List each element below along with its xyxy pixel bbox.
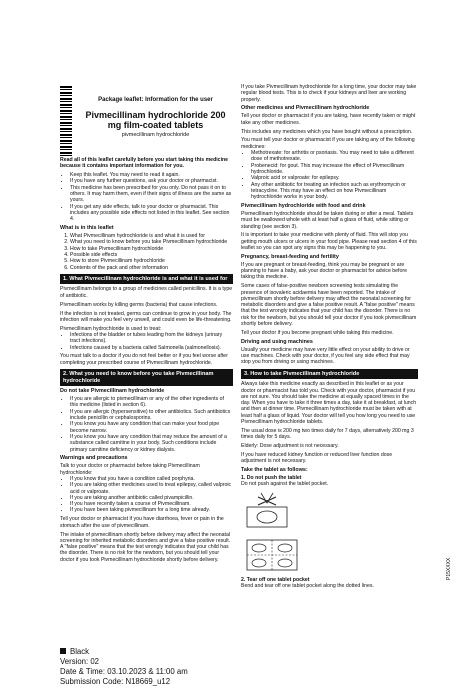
list-item: • Valproic acid or valproate: for epilepsy.: [251, 175, 418, 181]
list-item: • Infections of the bladder or tubes leading from the kidneys (urinary tract infections).: [70, 332, 233, 345]
version-label: Version: 02: [60, 657, 100, 666]
section-3-band: 3. How to take Pivmecillinam hydrochloride: [241, 369, 418, 380]
step-1-text: Do not push against the tablet pocket.: [241, 481, 329, 488]
paragraph: Pivmecillinam hydrochloride should be taken during or after a meal. Tablets must be swallowed whole with at least half a glass of fluid, while sitting or standing (see section 3).: [241, 210, 414, 230]
black-swatch: [60, 648, 66, 654]
leaflet-title: Package leaflet: Information for the user: [98, 97, 213, 103]
product-subtitle: pivmecillinam hydrochloride: [121, 132, 190, 138]
list-item: • Any other antibiotic for treating an infection such as erythromycin or tetracycline. This may have an effect on how Pivmecillinam hydrochloride works in your body.: [251, 182, 418, 201]
toc-item: 4. Possible side effects: [70, 252, 233, 258]
step-2-title: 2. Tear off one tablet pocket: [241, 576, 310, 583]
subheading: Warnings and precautions: [60, 455, 128, 462]
paragraph: Always take this medicine exactly as described in this leaflet or as your doctor or pharmacist has told you. Check with your doctor, pharmacist if you are not sure. You should take the medicine at equally spaced times in the day. When you have to take it three times a day, take it at breakfast, at lunch and then at dinner time. Pivmecillinam hydrochloride must be taken with at least half a glass of liquid. Your doctor will tell you how long you need to use Pivmecillinam hydrochloride tablets.: [241, 381, 417, 426]
paragraph: Talk to your doctor or pharmacist before taking Pivmecillinam hydrochloride:: [60, 463, 200, 476]
paragraph: Tell your doctor or pharmacist if you have diarrhoea, fever or pain in the stomach after the use of pivmecillinam.: [60, 516, 224, 529]
push-tablet-illustration: [243, 491, 291, 531]
list-item: • If you have been taking pivmecillinam for a long time already.: [70, 507, 233, 513]
paragraph: If you take Pivmecillinam hydrochloride for a long time, your doctor may take regular blood tests. This is to check if your kidneys and liver are working properly.: [241, 84, 417, 103]
list-item: • Infections caused by a bacteria called Salmonella (salmonellosis).: [70, 345, 233, 351]
paragraph: You must talk to a doctor if you do not feel better or if you feel worse after completing your prescribed course of Pivmecillinam hydrochloride.: [60, 353, 228, 366]
paragraph: Pivmecillinam hydrochloride is used to treat:: [60, 325, 162, 332]
toc-item: 2. What you need to know before you take Pivmecillinam hydrochloride: [70, 239, 233, 245]
paragraph: The intake of pivmecillinam shortly before delivery may affect the neonatal screening for inherited metabolic disorders and give a false positive result. A "false positive" means that the test wrongly indicates that your child has the disorder. There is no risk for the newborn, but you should tell your doctor if you took Pivmecillinam hydrochloride shortly before delivery.: [60, 531, 231, 563]
list-item: • If you have recently taken a course of Pivmecillinam.: [70, 501, 233, 507]
subheading: Driving and using machines: [241, 338, 313, 345]
subheading: Take the tablet as follows:: [241, 467, 308, 474]
intro-bold: Read all of this leaflet carefully before you start taking this medicine because it contains important information for you.: [60, 157, 229, 170]
list-item: • Keep this leaflet. You may need to read it again.: [70, 172, 233, 178]
list-item: • If you know you have any condition that may reduce the amount of a substance called carnitine in your body. Such conditions include primary carnitine deficiency or kidney dialysis.: [70, 434, 233, 453]
list-item: • If you are allergic (hypersensitive) to other antibiotics. Such antibiotics include penicillin or cephalosporins.: [70, 409, 233, 422]
subheading: Other medicines and Pivmecillinam hydrochloride: [241, 105, 370, 112]
paragraph: If the infection is not treated, germs can continue to grow in your body. The infection will make you feel very unwell, and could even be life-threatening.: [60, 310, 232, 323]
step-1-title: 1. Do not push the tablet: [241, 475, 302, 482]
list-item: • This medicine has been prescribed for you only. Do not pass it on to others. It may harm them, even if their signs of illness are the same as yours.: [70, 185, 233, 204]
paragraph: If you are pregnant or breast-feeding, think you may be pregnant or are planning to have a baby, ask your doctor or pharmacist for advice before taking this medicine.: [241, 261, 407, 281]
intro-list: [60, 172, 233, 222]
list-item: • If you are taking another antibiotic called pivampicillin.: [70, 495, 233, 501]
toc-item: 5. How to store Pivmecillinam hydrochloride: [70, 258, 233, 264]
section-1-band: 1. What Pivmecillinam hydrochloride is and what it is used for: [60, 274, 233, 285]
subheading: Pregnancy, breast-feeding and fertility: [241, 253, 339, 260]
step-2-text: Bend and tear off one tablet pocket along the dotted lines.: [241, 582, 374, 589]
list-item: • If you have any further questions, ask your doctor or pharmacist.: [70, 178, 233, 184]
subheading: Do not take Pivmecillinam hydrochloride: [60, 388, 165, 395]
paragraph: Elderly: Dose adjustment is not necessary.: [241, 443, 339, 450]
toc-item: 6. Contents of the pack and other information: [70, 265, 233, 271]
list-item: • If you get any side effects, talk to your doctor or pharmacist. This includes any possible side effects not listed in this leaflet. See section 4.: [70, 204, 233, 223]
paragraph: Tell your doctor or pharmacist if you are taking, have recently taken or might take any other medicines.: [241, 113, 416, 126]
paragraph: Some cases of false-positive newborn screening tests simulating the presence of isovaleric acidaemia have been reported. The intake of pivmecillinam shortly before delivery may affect the neonatal screening for metabolic disorders and give a false positive result. A "false positive" means that the test wrongly indicates that your child has the disorder. There is no risk for the newborn, but you should tell your doctor if you took pivmecillinam shortly before delivery.: [241, 283, 417, 328]
paragraph: Tell your doctor if you become pregnant while taking this medicine.: [241, 329, 394, 336]
list-item: • Probenecid: for gout. This may increase the effect of Pivmecillinam hydrochloride.: [251, 163, 418, 176]
paragraph: This includes any medicines which you have bought without a prescription.: [241, 128, 413, 135]
side-code: P15XXXX: [446, 557, 452, 580]
toc-item: 1. What Pivmecillinam hydrochloride is and what it is used for: [70, 233, 233, 239]
list-item: • If you know you have any condition that can make your food pipe become narrow.: [70, 421, 233, 434]
tear-pocket-illustration: [243, 534, 303, 574]
list-item: • If you are taking other medicines used to treat epilepsy, called valproic acid or valproate.: [70, 482, 233, 495]
paragraph: Pivmecillinam belongs to a group of medicines called penicillins. It is a type of antibiotic.: [60, 286, 233, 299]
contraindication-list: [60, 396, 233, 453]
list-item: • If you are allergic to pivmecillinam or any of the other ingredients of this medicine (listed in section 6).: [70, 396, 233, 409]
paragraph: Pivmecillinam works by killing germs (bacteria) that cause infections.: [60, 301, 218, 308]
submission-label: Submission Code: N18669_u12: [60, 677, 171, 686]
toc-title: What is in this leaflet: [60, 225, 114, 232]
list-item: • If you know that you have a condition called porphyria.: [70, 476, 233, 482]
paragraph: Usually your medicine may have very little effect on your ability to drive or use machines. Check with your doctor, if you feel any side effect that may stop you from driving or using machines.: [241, 346, 410, 366]
datetime-label: Date & Time: 03.10.2023 & 11:00 am: [60, 667, 188, 676]
warnings-list: [60, 476, 233, 514]
product-name: Pivmecillinam hydrochloride 200 mg film-coated tablets: [85, 110, 226, 130]
print-footer: [60, 647, 188, 687]
paragraph: You must tell your doctor or pharmacist if you are taking any of the following medicines:: [241, 137, 415, 150]
left-column: [60, 157, 233, 566]
section-2-band: 2. What you need to know before you take Pivmecillinam hydrochloride: [60, 369, 233, 386]
paragraph: It is important to take your medicine with plenty of fluid. This will stop you getting mouth ulcers or ulcers in your food pipe. Please read section 4 of this leaflet so you can spot any signs this may be happening to you.: [241, 232, 417, 252]
uses-list: [60, 332, 233, 351]
right-column: [241, 84, 418, 589]
pharma-barcode: [60, 86, 72, 158]
color-label: Black: [70, 647, 90, 656]
list-item: • Methotrexate: for arthritis or psoriasis. You may need to take a different dose of methotrexate.: [251, 150, 418, 163]
paragraph: The usual dose is 200 mg two times daily for 7 days, alternatively 200 mg 3 times daily for 5 days.: [241, 427, 414, 441]
subheading: Pivmecillinam hydrochloride with food and drink: [241, 203, 366, 210]
paragraph: If you have reduced kidney function or reduced liver function dose adjustment is not necessary.: [241, 452, 393, 465]
toc-item: 3. How to take Pivmecillinam hydrochloride: [70, 246, 233, 252]
color-row: [60, 647, 188, 657]
toc-list: [60, 233, 233, 271]
leaflet-header: [78, 96, 233, 139]
interaction-list: [241, 150, 418, 200]
